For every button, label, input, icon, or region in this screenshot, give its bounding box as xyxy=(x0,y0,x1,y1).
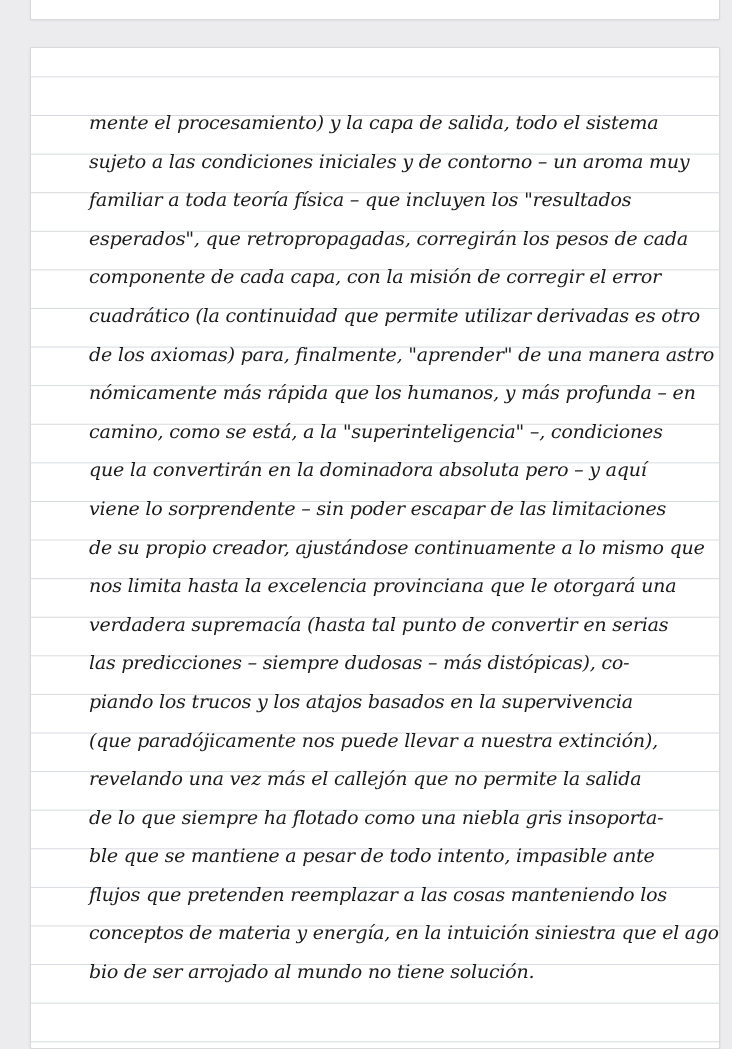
text-line: de los axiomas) para, finalmente, "aprender" de una manera astro xyxy=(89,343,715,366)
previous-page-edge xyxy=(30,0,720,20)
text-line: familiar a toda teoría física – que incluyen los "resultados xyxy=(89,189,632,212)
text-line: de lo que siempre ha flotado como una niebla gris insoporta- xyxy=(89,806,664,829)
text-line: mente el procesamiento) y la capa de salida, todo el sistema xyxy=(89,112,659,134)
text-line: (que paradójicamente nos puede llevar a nuestra extinción), xyxy=(89,729,658,752)
text-line: camino, como se está, a la "superinteligencia" –, condiciones xyxy=(89,420,663,443)
text-line: flujos que pretenden reemplazar a las cosas manteniendo los xyxy=(89,883,667,906)
text-line: nómicamente más rápida que los humanos, y más profunda – en xyxy=(89,382,696,405)
text-line: que la convertirán en la dominadora absoluta pero – y aquí xyxy=(89,459,647,482)
text-line: verdadera supremacía (hasta tal punto de convertir en serias xyxy=(89,613,669,636)
text-line: piando los trucos y los atajos basados en la supervivencia xyxy=(89,690,633,713)
text-line: sujeto a las condiciones iniciales y de contorno – un aroma muy xyxy=(89,150,690,173)
notebook-page xyxy=(30,47,720,1049)
text-line: bio de ser arrojado al mundo no tiene solución. xyxy=(89,961,535,984)
text-line: ble que se mantiene a pesar de todo intento, impasible ante xyxy=(89,845,655,868)
text-line: de su propio creador, ajustándose continuamente a lo mismo que xyxy=(89,536,705,559)
text-line: nos limita hasta la excelencia provinciana que le otorgará una xyxy=(89,575,677,598)
text-line: las predicciones – siempre dudosas – más distópicas), co- xyxy=(89,652,630,675)
text-line: cuadrático (la continuidad que permite utilizar derivadas es otro xyxy=(89,304,701,327)
text-line: componente de cada capa, con la misión de corregir el error xyxy=(89,266,662,289)
handwritten-text xyxy=(89,104,729,992)
text-line: esperados", que retropropagadas, corregirán los pesos de cada xyxy=(89,227,688,250)
text-line: revelando una vez más el callejón que no permite la salida xyxy=(89,768,642,791)
text-line: viene lo sorprendente – sin poder escapar de las limitaciones xyxy=(89,497,667,520)
text-line: conceptos de materia y energía, en la intuición siniestra que el ago xyxy=(89,922,719,945)
